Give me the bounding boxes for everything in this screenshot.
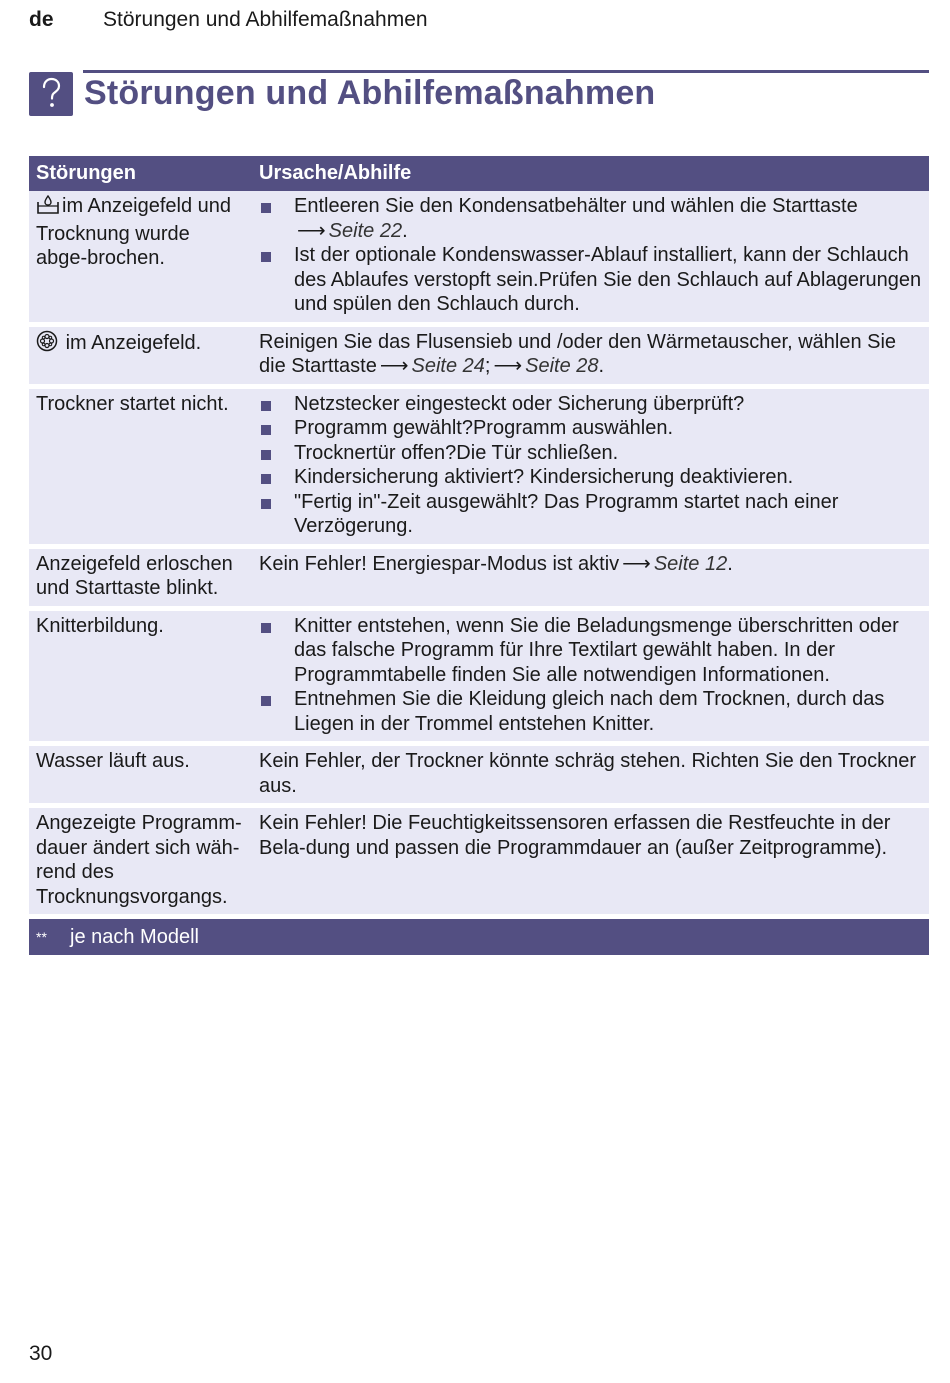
fault-cell: Angezeigte Programm-dauer ändert sich wäh-rend des Trocknungsvorgangs. xyxy=(29,806,252,917)
list-item: Entnehmen Sie die Kleidung gleich nach dem Trocknen, durch das Liegen in der Trommel entstehen Knitter. xyxy=(259,687,922,736)
list-item: Trocknertür offen?Die Tür schließen. xyxy=(259,441,922,466)
lint-filter-icon xyxy=(36,330,58,359)
arrow-right-icon: ⟶ xyxy=(379,355,409,377)
running-header xyxy=(29,8,428,32)
table-row xyxy=(29,806,929,917)
fault-cell: Trockner startet nicht. xyxy=(29,386,252,546)
remedy-cell xyxy=(252,546,929,608)
remedy-text: Entleeren Sie den Kondensatbehälter und wählen die Starttaste xyxy=(294,195,858,217)
fault-cell: Wasser läuft aus. xyxy=(29,744,252,806)
table-footnote-row xyxy=(29,917,929,956)
remedy-cell xyxy=(252,608,929,744)
page-reference: Seite 24 xyxy=(411,355,485,377)
page-reference: Seite 28 xyxy=(525,355,599,377)
arrow-right-icon: ⟶ xyxy=(493,355,523,377)
arrow-right-icon: ⟶ xyxy=(622,552,651,575)
remedy-cell xyxy=(252,386,929,546)
list-item: Knitter entstehen, wenn Sie die Beladungsmenge überschritten oder das falsche Programm für Ihre Textilart gewählt haben. In der Programmtabelle finden Sie alle notwendigen Informationen. xyxy=(259,614,922,688)
condenser-container-icon xyxy=(36,195,60,222)
footnote-text: je nach Modell xyxy=(70,925,199,948)
punctuation: ; xyxy=(484,355,491,377)
remedy-text: Kein Fehler! Energiespar-Modus ist aktiv xyxy=(259,552,620,575)
table-row xyxy=(29,324,929,386)
footnote-cell xyxy=(29,917,929,956)
punctuation: . xyxy=(727,552,733,575)
fault-cell: Knitterbildung. xyxy=(29,608,252,744)
page-reference: Seite 12 xyxy=(653,552,728,575)
running-title: Störungen und Abhilfemaßnahmen xyxy=(103,8,428,31)
question-icon xyxy=(29,72,73,116)
footnote-mark: ** xyxy=(36,928,47,945)
table-header-row xyxy=(29,156,929,191)
fault-cell xyxy=(29,191,252,324)
punctuation: . xyxy=(402,219,408,242)
list-item: "Fertig in"-Zeit ausgewählt? Das Programm startet nach einer Verzögerung. xyxy=(259,490,922,539)
column-header-faults: Störungen xyxy=(29,156,252,191)
section-title: Störungen und Abhilfemaßnahmen xyxy=(84,74,656,112)
table-row xyxy=(29,191,929,324)
troubleshooting-table xyxy=(29,156,929,955)
list-item: Kindersicherung aktiviert? Kindersicherung deaktivieren. xyxy=(259,465,922,490)
remedy-text: Reinigen Sie das Flusensieb und /oder den Wärmetauscher, wählen Sie die Starttaste xyxy=(259,330,897,377)
arrow-right-icon: ⟶ xyxy=(297,219,326,242)
page-reference: Seite 22 xyxy=(328,219,403,242)
column-header-remedy: Ursache/Abhilfe xyxy=(252,156,929,191)
list-item: Programm gewählt?Programm auswählen. xyxy=(259,416,922,441)
list-item xyxy=(259,194,922,243)
fault-cell xyxy=(29,324,252,386)
page-number: 30 xyxy=(29,1342,53,1365)
table-row xyxy=(29,386,929,546)
remedy-cell: Kein Fehler! Die Feuchtigkeitssensoren erfassen die Restfeuchte in der Bela-dung und passen die Programmdauer an (außer Zeitprogramme). xyxy=(252,806,929,917)
fault-cell: Anzeigefeld erloschen und Starttaste blinkt. xyxy=(29,546,252,608)
remedy-cell xyxy=(252,191,929,324)
remedy-cell xyxy=(252,324,929,386)
list-item: Netzstecker eingesteckt oder Sicherung überprüft? xyxy=(259,392,922,417)
remedy-cell: Kein Fehler, der Trockner könnte schräg stehen. Richten Sie den Trockner aus. xyxy=(252,744,929,806)
section-heading xyxy=(29,70,929,118)
list-item: Ist der optionale Kondenswasser-Ablauf installiert, kann der Schlauch des Ablaufes verstopft sein.Prüfen Sie den Schlauch auf Ablagerungen und spülen den Schlauch durch. xyxy=(259,243,922,317)
table-row xyxy=(29,546,929,608)
fault-text: im Anzeigefeld und Trocknung wurde abge-brochen. xyxy=(36,195,232,269)
table-row xyxy=(29,744,929,806)
heading-rule xyxy=(83,70,929,73)
punctuation: . xyxy=(598,355,605,377)
table-row xyxy=(29,608,929,744)
fault-text: im Anzeigefeld. xyxy=(65,331,202,354)
language-code: de xyxy=(29,8,54,31)
